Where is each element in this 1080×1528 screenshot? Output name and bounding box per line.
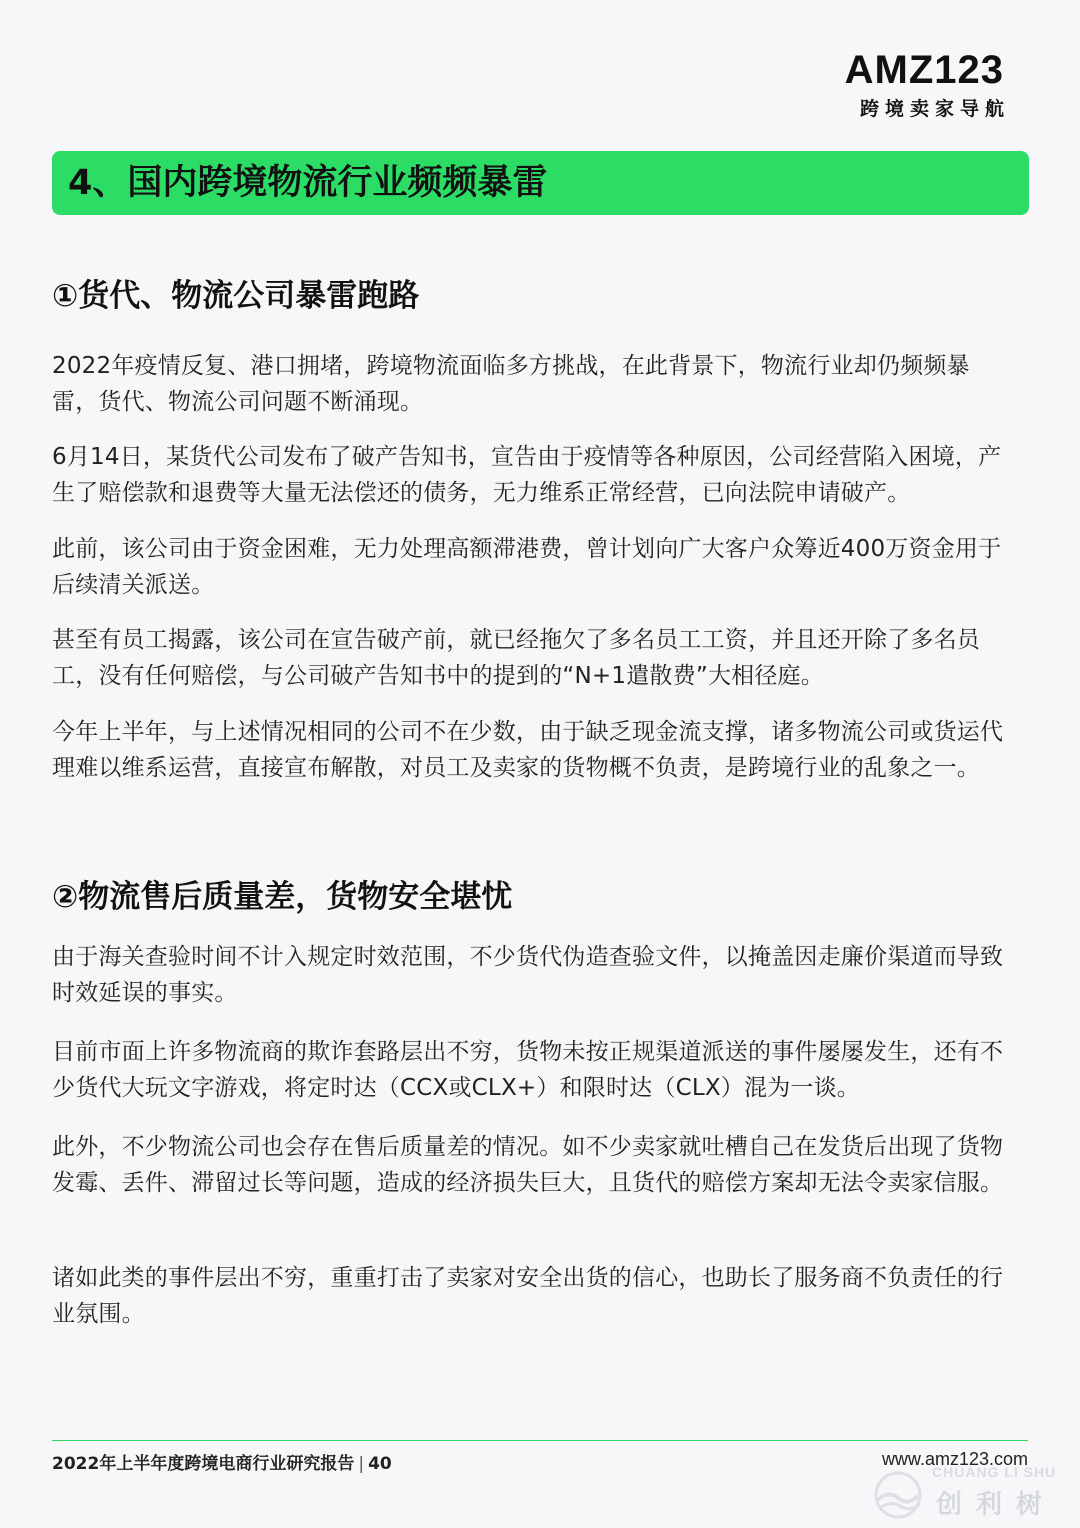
page-number: 40 [368,1454,392,1474]
paragraph: 此前，该公司由于资金困难，无力处理高额滞港费，曾计划向广大客户众筹近400万资金用于后续清关派送。 [52,536,1002,598]
footer-website-link[interactable]: www.amz123.com [881,1449,1028,1469]
paragraph: 此外，不少物流公司也会存在售后质量差的情况。如不少卖家就吐槽自己在发货后出现了货物发霉、丢件、滞留过长等问题，造成的经济损失巨大，且货代的赔偿方案却无法令卖家信服。 [52,1134,1004,1196]
paragraph: 目前市面上许多物流商的欺诈套路层出不穷，货物未按正规渠道派送的事件屡屡发生，还有不少货代大玩文字游戏，将定时达（CCX或CLX+）和限时达（CLX）混为一谈。 [52,1039,1004,1101]
brand-logo [844,48,1010,121]
paragraph: 今年上半年，与上述情况相同的公司不在少数，由于缺乏现金流支撑，诸多物流公司或货运代理难以维系运营，直接宣布解散，对员工及卖家的货物概不负责，是跨境行业的乱象之一。 [52,719,1004,781]
section-banner [52,151,1029,215]
brand-name: AMZ123 [844,48,1004,92]
banner-title: 4、国内跨境物流行业频频暴雷 [68,163,548,203]
paragraph: 6月14日，某货代公司发布了破产告知书，宣告由于疫情等各种原因，公司经营陷入困境，产生了赔偿款和退费等大量无法偿还的债务，无力维系正常经营，已向法院申请破产。 [52,444,1002,506]
report-title: 2022年上半年度跨境电商行业研究报告 [52,1454,355,1474]
footer-separator: | [358,1454,365,1474]
watermark-latin: CHUANG LI SHU [932,1464,1057,1480]
watermark [872,1460,1072,1524]
footer-report-info [52,1449,392,1474]
watermark-chinese: 创利树 [936,1490,1057,1520]
paragraph: 由于海关查验时间不计入规定时效范围，不少货代伪造查验文件，以掩盖因走廉价渠道而导致时效延误的事实。 [52,944,1004,1006]
watermark-wave-icon [872,1470,930,1520]
section-1-title: ①货代、物流公司暴雷跑路 [52,278,420,314]
paragraph: 诸如此类的事件层出不穷，重重打击了卖家对安全出货的信心，也助长了服务商不负责任的行业氛围。 [52,1265,1004,1327]
section-2-title: ②物流售后质量差，货物安全堪忧 [52,879,513,915]
paragraph: 甚至有员工揭露，该公司在宣告破产前，就已经拖欠了多名员工工资，并且还开除了多名员工，没有任何赔偿，与公司破产告知书中的提到的“N+1遣散费”大相径庭。 [52,627,980,689]
brand-tagline: 跨境卖家导航 [859,98,1010,120]
footer-divider [52,1440,1028,1441]
paragraph: 2022年疫情反复、港口拥堵，跨境物流面临多方挑战，在此背景下，物流行业却仍频频暴雷，货代、物流公司问题不断涌现。 [52,353,970,415]
